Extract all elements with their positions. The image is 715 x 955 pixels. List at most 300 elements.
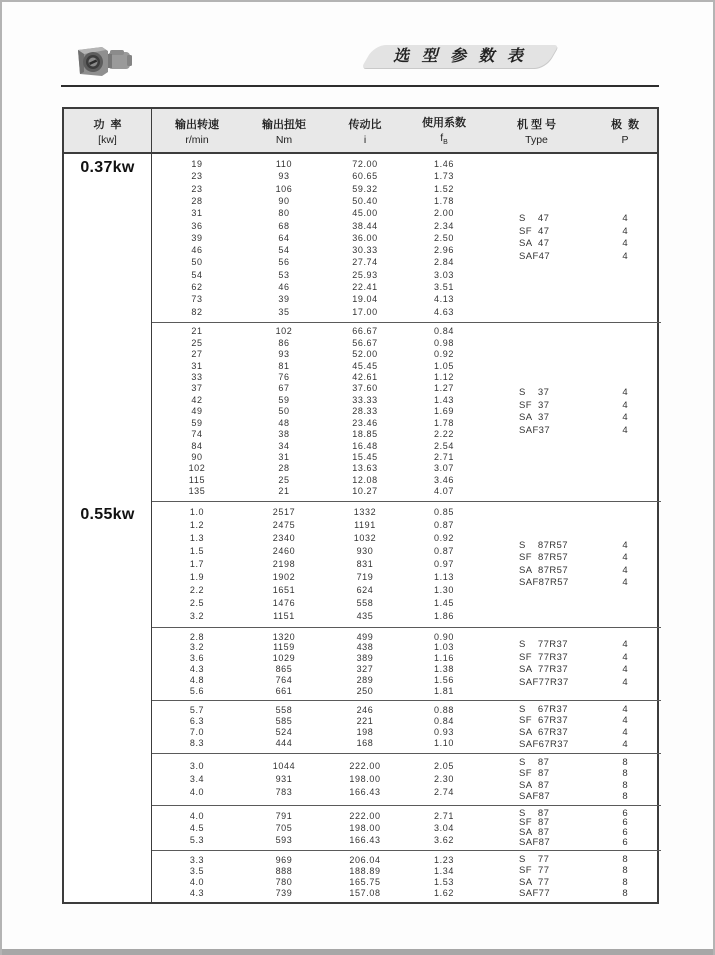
type-name: SAF77R37 xyxy=(519,676,569,688)
value-cell: 90 xyxy=(191,451,203,462)
value-cell: 54 xyxy=(191,269,203,280)
value-cell: 4.3 xyxy=(189,887,205,898)
value-cell: 2.54 xyxy=(434,440,454,451)
value-cell: 67 xyxy=(278,383,290,394)
value-cell: 115 xyxy=(188,474,206,485)
value-cell: 0.87 xyxy=(434,546,454,556)
type-row xyxy=(484,540,661,553)
value-cell: 0.84 xyxy=(434,326,454,337)
type-block xyxy=(484,540,661,590)
value-cell: 2.34 xyxy=(434,220,454,231)
value-cell: 1.53 xyxy=(434,876,454,887)
value-cell: 1.10 xyxy=(434,738,454,749)
value-cell: 593 xyxy=(275,835,293,846)
column-speed xyxy=(152,158,242,318)
value-cell: 1.0 xyxy=(189,507,205,517)
value-cell: 166.43 xyxy=(349,835,381,846)
type-name: SA 87R57 xyxy=(519,564,569,576)
type-name: SF 47 xyxy=(519,225,550,237)
pole-count: 8 xyxy=(622,888,628,899)
value-cell: 18.85 xyxy=(352,429,378,440)
value-cell: 1159 xyxy=(273,642,295,653)
type-name: SAF87 xyxy=(519,791,551,802)
type-name: SA 87 xyxy=(519,779,550,791)
value-cell: 0.90 xyxy=(434,631,454,642)
value-cell: 969 xyxy=(275,854,293,865)
value-cell: 4.13 xyxy=(434,294,454,305)
pole-count: 4 xyxy=(622,424,628,436)
unit-subscript: B xyxy=(443,139,448,147)
column-fb xyxy=(404,326,484,497)
type-name: SA 77 xyxy=(519,876,550,888)
column-torque xyxy=(242,855,326,899)
value-cell: 5.6 xyxy=(189,685,205,696)
value-cell: 0.98 xyxy=(434,337,454,348)
type-name: SF 77R37 xyxy=(519,651,569,663)
value-cell: 2.96 xyxy=(434,245,454,256)
header-rule xyxy=(61,85,659,87)
value-cell: 2.5 xyxy=(189,598,205,608)
column-header-unit: i xyxy=(363,133,367,146)
value-cell: 1.34 xyxy=(434,865,454,876)
column-header-i xyxy=(326,109,404,152)
type-block xyxy=(484,854,661,900)
value-cell: 86 xyxy=(278,337,290,348)
type-block xyxy=(484,757,661,803)
value-cell: 19 xyxy=(191,158,203,169)
pole-count: 4 xyxy=(622,412,628,423)
value-cell: 23 xyxy=(191,183,203,194)
column-header-zh: 功 率 xyxy=(93,118,122,131)
value-cell: 1.46 xyxy=(434,158,454,169)
value-cell: 93 xyxy=(278,171,290,182)
value-cell: 2.74 xyxy=(434,787,454,797)
value-cell: 81 xyxy=(278,360,290,371)
pole-count: 4 xyxy=(622,676,628,688)
type-name: S 77R37 xyxy=(519,639,568,650)
type-row xyxy=(484,226,661,239)
value-cell: 12.08 xyxy=(352,474,378,485)
type-name: S 87 xyxy=(519,807,550,819)
column-header-r/min xyxy=(152,109,242,152)
value-cell: 30.33 xyxy=(352,245,378,256)
pole-count: 4 xyxy=(622,703,628,715)
pole-count: 8 xyxy=(622,853,628,865)
type-name: SF 87R57 xyxy=(519,552,569,563)
value-cell: 3.46 xyxy=(434,474,454,485)
column-header-P xyxy=(589,109,661,152)
column-ratio xyxy=(326,506,404,623)
value-cell: 3.03 xyxy=(434,269,454,280)
pole-count: 6 xyxy=(622,836,628,848)
gearmotor-logo-icon xyxy=(72,42,136,82)
value-cell: 36 xyxy=(191,220,203,231)
type-name: SF 67R37 xyxy=(519,715,569,727)
column-header-zh: 传动比 xyxy=(348,118,382,131)
type-name: SA 67R37 xyxy=(519,727,569,738)
value-cell: 3.51 xyxy=(434,282,454,293)
value-cell: 80 xyxy=(278,208,290,219)
value-cell: 1.16 xyxy=(434,653,454,664)
value-cell: 102 xyxy=(188,463,206,474)
value-cell: 110 xyxy=(275,158,293,169)
value-cell: 2.2 xyxy=(189,585,205,595)
type-name: SAF87 xyxy=(519,836,551,848)
column-speed xyxy=(152,855,242,899)
ratio-group xyxy=(152,850,661,902)
value-cell: 198.00 xyxy=(349,822,381,833)
value-cell: 783 xyxy=(275,787,293,797)
ratio-group xyxy=(152,154,661,322)
value-cell: 524 xyxy=(275,727,293,737)
value-cell: 54 xyxy=(278,245,290,256)
value-cell: 1.43 xyxy=(434,394,454,405)
value-cell: 4.5 xyxy=(189,822,205,833)
type-row xyxy=(484,809,661,819)
value-cell: 1.27 xyxy=(434,383,454,394)
value-cell: 37.60 xyxy=(352,383,378,394)
value-cell: 3.62 xyxy=(434,835,454,846)
pole-count: 4 xyxy=(622,387,628,398)
value-cell: 2.84 xyxy=(434,257,454,268)
pole-count: 4 xyxy=(622,664,628,675)
type-row xyxy=(484,664,661,677)
column-header-zh: 机 型 号 xyxy=(516,118,557,131)
type-name: S 87R57 xyxy=(519,539,568,551)
column-torque xyxy=(242,760,326,799)
value-cell: 1.7 xyxy=(189,559,205,569)
pole-count: 6 xyxy=(622,807,628,819)
column-speed xyxy=(152,326,242,497)
type-row xyxy=(484,677,661,690)
pole-count: 6 xyxy=(622,817,628,829)
table-body xyxy=(64,154,657,902)
column-fb xyxy=(404,705,484,750)
column-torque xyxy=(242,158,326,318)
page-title-banner xyxy=(368,45,552,68)
value-cell: 1.45 xyxy=(434,598,454,608)
type-name: SAF77 xyxy=(519,888,551,899)
value-cell: 791 xyxy=(275,810,293,821)
pole-count: 8 xyxy=(622,756,628,768)
type-row xyxy=(484,865,661,877)
value-cell: 21 xyxy=(191,326,203,337)
type-row xyxy=(484,888,661,900)
value-cell: 1.78 xyxy=(434,195,454,206)
value-cell: 2.05 xyxy=(434,761,454,771)
type-name: SF 77 xyxy=(519,865,550,876)
value-cell: 157.08 xyxy=(349,887,381,898)
value-cell: 0.92 xyxy=(434,533,454,543)
type-row xyxy=(484,757,661,769)
pole-count: 4 xyxy=(622,564,628,576)
value-cell: 2460 xyxy=(272,546,296,556)
power-label: 0.55kw xyxy=(80,506,135,523)
pole-count: 8 xyxy=(622,876,628,888)
type-name: SF 87 xyxy=(519,817,550,829)
value-cell: 52.00 xyxy=(352,349,378,360)
value-cell: 165.75 xyxy=(349,876,381,887)
page-bottom-bar xyxy=(2,949,713,955)
column-torque xyxy=(242,810,326,847)
column-fb xyxy=(404,506,484,623)
value-cell: 1.56 xyxy=(434,674,454,685)
value-cell: 1.03 xyxy=(434,642,454,653)
value-cell: 4.07 xyxy=(434,486,454,497)
value-cell: 2198 xyxy=(272,559,296,569)
power-label: 0.37kw xyxy=(80,159,135,176)
value-cell: 3.2 xyxy=(189,642,205,653)
value-cell: 168 xyxy=(356,738,374,749)
value-cell: 1.62 xyxy=(434,887,454,898)
pole-count: 4 xyxy=(622,727,628,738)
type-block xyxy=(484,387,661,437)
value-cell: 19.04 xyxy=(352,294,378,305)
value-cell: 59 xyxy=(278,394,290,405)
value-cell: 389 xyxy=(356,653,374,664)
value-cell: 37 xyxy=(191,383,203,394)
value-cell: 45.00 xyxy=(352,208,378,219)
value-cell: 2.71 xyxy=(434,810,454,821)
value-cell: 930 xyxy=(356,546,374,556)
value-cell: 31 xyxy=(278,451,290,462)
value-cell: 931 xyxy=(275,774,293,784)
type-row xyxy=(484,652,661,665)
value-cell: 0.88 xyxy=(434,704,454,715)
type-row xyxy=(484,828,661,838)
value-cell: 719 xyxy=(356,572,374,582)
column-speed xyxy=(152,632,242,697)
value-cell: 84 xyxy=(191,440,203,451)
value-cell: 222.00 xyxy=(349,761,381,771)
ratio-group xyxy=(152,502,661,627)
value-cell: 327 xyxy=(356,664,374,674)
value-cell: 558 xyxy=(356,598,374,608)
value-cell: 10.27 xyxy=(352,486,378,497)
value-cell: 31 xyxy=(191,360,203,371)
value-cell: 624 xyxy=(356,585,374,595)
value-cell: 42 xyxy=(191,394,203,405)
value-cell: 5.7 xyxy=(189,704,205,715)
value-cell: 558 xyxy=(275,704,293,715)
value-cell: 64 xyxy=(278,232,290,243)
column-header-unit: Type xyxy=(525,133,548,146)
value-cell: 7.0 xyxy=(189,727,205,737)
type-name: SA 47 xyxy=(519,238,550,249)
column-fb xyxy=(404,632,484,697)
value-cell: 831 xyxy=(356,559,374,569)
value-cell: 4.0 xyxy=(189,787,205,797)
value-cell: 73 xyxy=(191,294,203,305)
type-name: S 47 xyxy=(519,213,550,224)
type-row xyxy=(484,412,661,425)
value-cell: 246 xyxy=(356,704,374,715)
type-name: S 67R37 xyxy=(519,703,568,715)
value-cell: 739 xyxy=(275,887,293,898)
column-header-Nm xyxy=(242,109,326,152)
type-row xyxy=(484,739,661,751)
value-cell: 206.04 xyxy=(349,854,381,865)
value-cell: 1032 xyxy=(353,533,377,543)
power-section-0.55kw xyxy=(64,501,657,902)
column-speed xyxy=(152,810,242,847)
column-ratio xyxy=(326,760,404,799)
value-cell: 106 xyxy=(275,183,293,194)
value-cell: 21 xyxy=(278,486,290,497)
column-fb xyxy=(404,158,484,318)
group-stack xyxy=(152,154,661,501)
value-cell: 3.07 xyxy=(434,463,454,474)
value-cell: 28.33 xyxy=(352,406,378,417)
value-cell: 166.43 xyxy=(349,787,381,797)
value-cell: 1.3 xyxy=(189,533,205,543)
pole-count: 4 xyxy=(622,738,628,750)
column-fb xyxy=(404,810,484,847)
value-cell: 25 xyxy=(191,337,203,348)
value-cell: 1.81 xyxy=(434,685,454,696)
pole-count: 4 xyxy=(622,399,628,411)
value-cell: 2.00 xyxy=(434,208,454,219)
type-row xyxy=(484,577,661,590)
value-cell: 1.23 xyxy=(434,854,454,865)
value-cell: 8.3 xyxy=(189,738,205,749)
value-cell: 76 xyxy=(278,372,290,383)
type-name: SA 37 xyxy=(519,412,550,423)
value-cell: 49 xyxy=(191,406,203,417)
value-cell: 1.13 xyxy=(434,572,454,582)
ratio-group xyxy=(152,322,661,501)
type-row xyxy=(484,565,661,578)
pole-count: 6 xyxy=(622,827,628,838)
type-row xyxy=(484,425,661,438)
pole-count: 4 xyxy=(622,577,628,588)
value-cell: 1.9 xyxy=(189,572,205,582)
type-row xyxy=(484,704,661,716)
value-cell: 42.61 xyxy=(352,372,378,383)
value-cell: 1151 xyxy=(273,611,295,621)
selection-table xyxy=(62,107,659,904)
value-cell: 27.74 xyxy=(352,257,378,268)
type-row xyxy=(484,238,661,251)
type-name: S 77 xyxy=(519,853,550,865)
value-cell: 0.84 xyxy=(434,715,454,726)
value-cell: 3.6 xyxy=(189,653,205,664)
pole-count: 8 xyxy=(622,779,628,791)
page-title: 选 型 参 数 表 xyxy=(393,48,527,65)
value-cell: 435 xyxy=(356,611,374,621)
group-stack xyxy=(152,501,661,902)
pole-count: 4 xyxy=(622,539,628,551)
type-row xyxy=(484,877,661,889)
column-torque xyxy=(242,506,326,623)
pole-count: 4 xyxy=(622,238,628,249)
type-name: SAF37 xyxy=(519,424,551,436)
value-cell: 59.32 xyxy=(352,183,378,194)
column-speed xyxy=(152,705,242,750)
value-cell: 1191 xyxy=(354,520,376,530)
value-cell: 438 xyxy=(356,642,374,653)
value-cell: 888 xyxy=(275,865,293,876)
value-cell: 1.30 xyxy=(434,585,454,595)
type-block xyxy=(484,639,661,689)
value-cell: 4.8 xyxy=(189,674,205,685)
value-cell: 56 xyxy=(278,257,290,268)
value-cell: 28 xyxy=(278,463,290,474)
column-ratio xyxy=(326,326,404,497)
column-ratio xyxy=(326,158,404,318)
value-cell: 33.33 xyxy=(352,394,378,405)
value-cell: 1044 xyxy=(272,761,296,771)
value-cell: 222.00 xyxy=(349,810,381,821)
power-column xyxy=(64,154,152,501)
value-cell: 46 xyxy=(191,245,203,256)
value-cell: 2475 xyxy=(272,520,296,530)
value-cell: 50 xyxy=(278,406,290,417)
value-cell: 28 xyxy=(191,195,203,206)
value-cell: 1902 xyxy=(272,572,296,582)
value-cell: 250 xyxy=(356,685,374,696)
value-cell: 60.65 xyxy=(352,171,378,182)
value-cell: 36.00 xyxy=(352,232,378,243)
type-block xyxy=(484,704,661,751)
value-cell: 1.12 xyxy=(434,372,454,383)
value-cell: 31 xyxy=(191,208,203,219)
value-cell: 38 xyxy=(278,429,290,440)
column-speed xyxy=(152,760,242,799)
type-row xyxy=(484,727,661,739)
column-header-unit: r/min xyxy=(185,133,209,146)
type-row xyxy=(484,213,661,226)
column-fb xyxy=(404,760,484,799)
value-cell: 1.38 xyxy=(434,664,454,674)
ratio-group xyxy=(152,753,661,805)
value-cell: 48 xyxy=(278,417,290,428)
value-cell: 0.85 xyxy=(434,507,454,517)
value-cell: 23.46 xyxy=(352,417,378,428)
power-column xyxy=(64,501,152,902)
value-cell: 1.73 xyxy=(434,171,454,182)
value-cell: 1.5 xyxy=(189,546,205,556)
type-block xyxy=(484,213,661,263)
value-cell: 35 xyxy=(278,306,290,317)
pole-count: 4 xyxy=(622,639,628,650)
value-cell: 1.78 xyxy=(434,417,454,428)
value-cell: 1029 xyxy=(272,653,296,664)
type-row xyxy=(484,251,661,264)
value-cell: 4.0 xyxy=(189,810,205,821)
column-header-zh: 极 数 xyxy=(610,118,640,131)
value-cell: 3.4 xyxy=(189,774,205,784)
pole-count: 4 xyxy=(622,651,628,663)
column-header-unit: $f_B$ xyxy=(440,132,448,147)
column-header-zh: 输出转速 xyxy=(175,118,219,131)
value-cell: 4.63 xyxy=(434,306,454,317)
pole-count: 8 xyxy=(622,791,628,802)
ratio-group xyxy=(152,700,661,753)
column-header-unit: P xyxy=(621,133,629,146)
value-cell: 4.3 xyxy=(189,664,205,674)
pole-count: 8 xyxy=(622,768,628,779)
column-fb xyxy=(404,855,484,899)
value-cell: 39 xyxy=(278,294,290,305)
type-row xyxy=(484,768,661,780)
value-cell: 5.3 xyxy=(189,835,205,846)
pole-count: 4 xyxy=(622,552,628,563)
value-cell: 1.69 xyxy=(434,406,454,417)
column-speed xyxy=(152,506,242,623)
value-cell: 50 xyxy=(191,257,203,268)
value-cell: 289 xyxy=(356,674,374,685)
